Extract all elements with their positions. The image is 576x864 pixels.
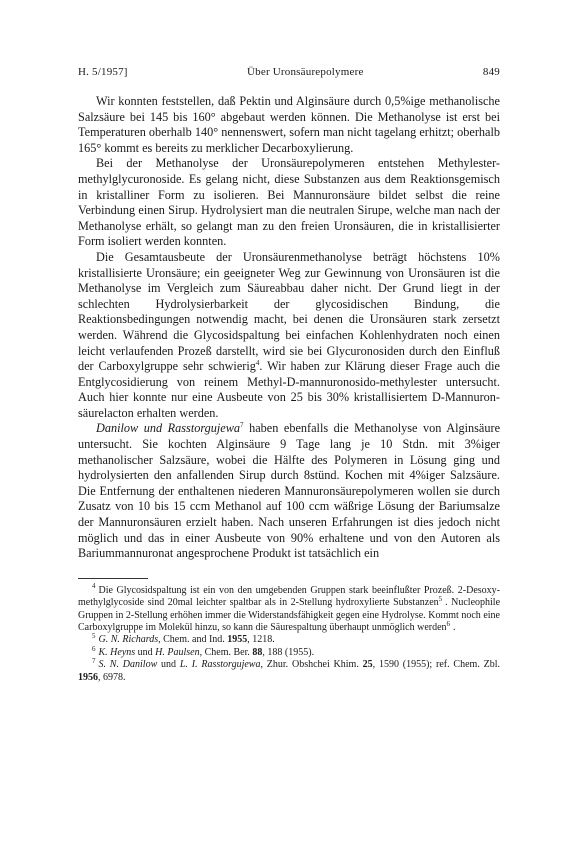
footnote-divider: [78, 578, 148, 579]
main-text: [78, 94, 500, 562]
header-title: Über Uronsäurepolymere: [247, 66, 364, 78]
page-number: 849: [482, 66, 500, 78]
footnote-4: $^4$ Die Glycosidspaltung ist ein von den umgebenden Gruppen stark beeinflußter Prozeß. 2-Desoxy-methylglycoside sind 20mal leichter spaltbar als in 2-Stellung hydroxylierte Substanzen$^5$ . Nucleophile Gruppen in 2-Stellung erhöhen immer die Widerstandsfähigkeit gegen eine Hydrolyse. Kommt noch eine Carboxylgruppe im Molekül hinzu, so kann die Säurespaltung überhaupt unmöglich werden$^6$ .: [78, 582, 501, 634]
paragraph-4-text: haben ebenfalls die Methanolyse von Alginsäure untersucht. Sie kochten Alginsäure 9 Tage lang je 10 Stdn. mit 3%iger methanolischer Salzsäure, wobei die Hälfte des Polymeren in Lösung ging und hydrolysierten den anfallenden Sirup durch 8stünd. Kochen mit 4%iger Salzsäure. Die Entfernung der enthaltenen niederen Mannuronsäurepolymeren wollen sie durch Zusatz von 10 bis 15 ccm Methanol auf 100 ccm wäßrige Lösung der Bariumsalze der Mannuronsäuren erzielt haben. Nach unseren Erfahrungen ist dies jedoch nicht möglich und das in einer Ausbeute von 90% erhaltene und von den Autoren als Bariummannuronat angesprochene Produkt ist tatsächlich ein: [78, 421, 501, 561]
running-header: [78, 66, 500, 78]
paragraph-2: Bei der Methanolyse der Uronsäurepolymeren entstehen Methylester-methylglycuronoside. Es gelang nicht, diese Substanzen aus dem Reaktionsgemisch in kristalliner Form zu isolieren. Bei Mannuronsäure bildet selbst die reine Verbindung einen Sirup. Hydrolysiert man die neutralen Sirupe, welche man nach der Methanolyse erhält, so gelangt man zu den freien Uronsäuren, die in kristallisierter Form isoliert werden konnten.: [78, 156, 500, 249]
footnotes: [78, 582, 501, 684]
footnote-7: $^7$ S. N. Danilow und L. I. Rasstorgujewa, Zhur. Obshchei Khim. 25, 1590 (1955); ref. Chem. Zbl. 1956, 6978.: [78, 656, 501, 683]
footnote-6: $^6$ K. Heyns und H. Paulsen, Chem. Ber. 88, 188 (1955).: [92, 644, 315, 658]
paragraph-4-authors: Danilow und Rasstorgujewa: [96, 421, 241, 436]
footnote-ref-4: 4: [255, 359, 260, 368]
header-left: H. 5/1957]: [78, 66, 128, 78]
paragraph-3-tail: . Wir haben zur Klärung dieser Frage auch die Entglycosidierung von reinem Methyl-D-mannuronosido-methylester untersucht. Auch hier konnte nur eine Ausbeute von 25 bis 30% kristallisiertem D-Mannuron-säurelacton erhalten werden.: [78, 359, 500, 420]
journal-page: [78, 66, 500, 684]
paragraph-4: [78, 421, 500, 561]
paragraph-1: Wir konnten feststellen, daß Pektin und Alginsäure durch 0,5%ige methanolische Salzsäure bei 145 bis 160° abgebaut werden können. Die Methanolyse ist erst bei Temperaturen oberhalb 140° nennenswert, sofern man nicht tagelang erhitzt; oberhalb 165° kommt es bereits zu merklicher Decarboxylierung.: [78, 94, 500, 155]
paragraph-3-text: Die Gesamtausbeute der Uronsäurenmethanolyse beträgt höchstens 10% kristallisierte Uronsäure; ein geeigneter Weg zur Gewinnung von Uronsäuren ist die Methanolyse im Vergleich zum Säureabbau daher nicht. Der Grund liegt in der schlechten Hydrolysierbarkeit der glycosidischen Bindung, die Reaktionsbedingungen notwendig macht, bei denen die Uronsäuren stark zersetzt werden. Während die Glycosidspaltung bei einfachen Kohlenhydraten noch einen leicht verlaufenden Prozeß darstellt, wird sie bei Glycuronosiden durch den Einfluß der Carboxylgruppe sehr schwierig: [78, 249, 500, 374]
footnote-ref-7: 7: [240, 421, 244, 430]
footnote-5: $^5$ G. N. Richards, Chem. and Ind. 1955, 1218.: [92, 632, 275, 646]
paragraph-3: [78, 250, 500, 422]
